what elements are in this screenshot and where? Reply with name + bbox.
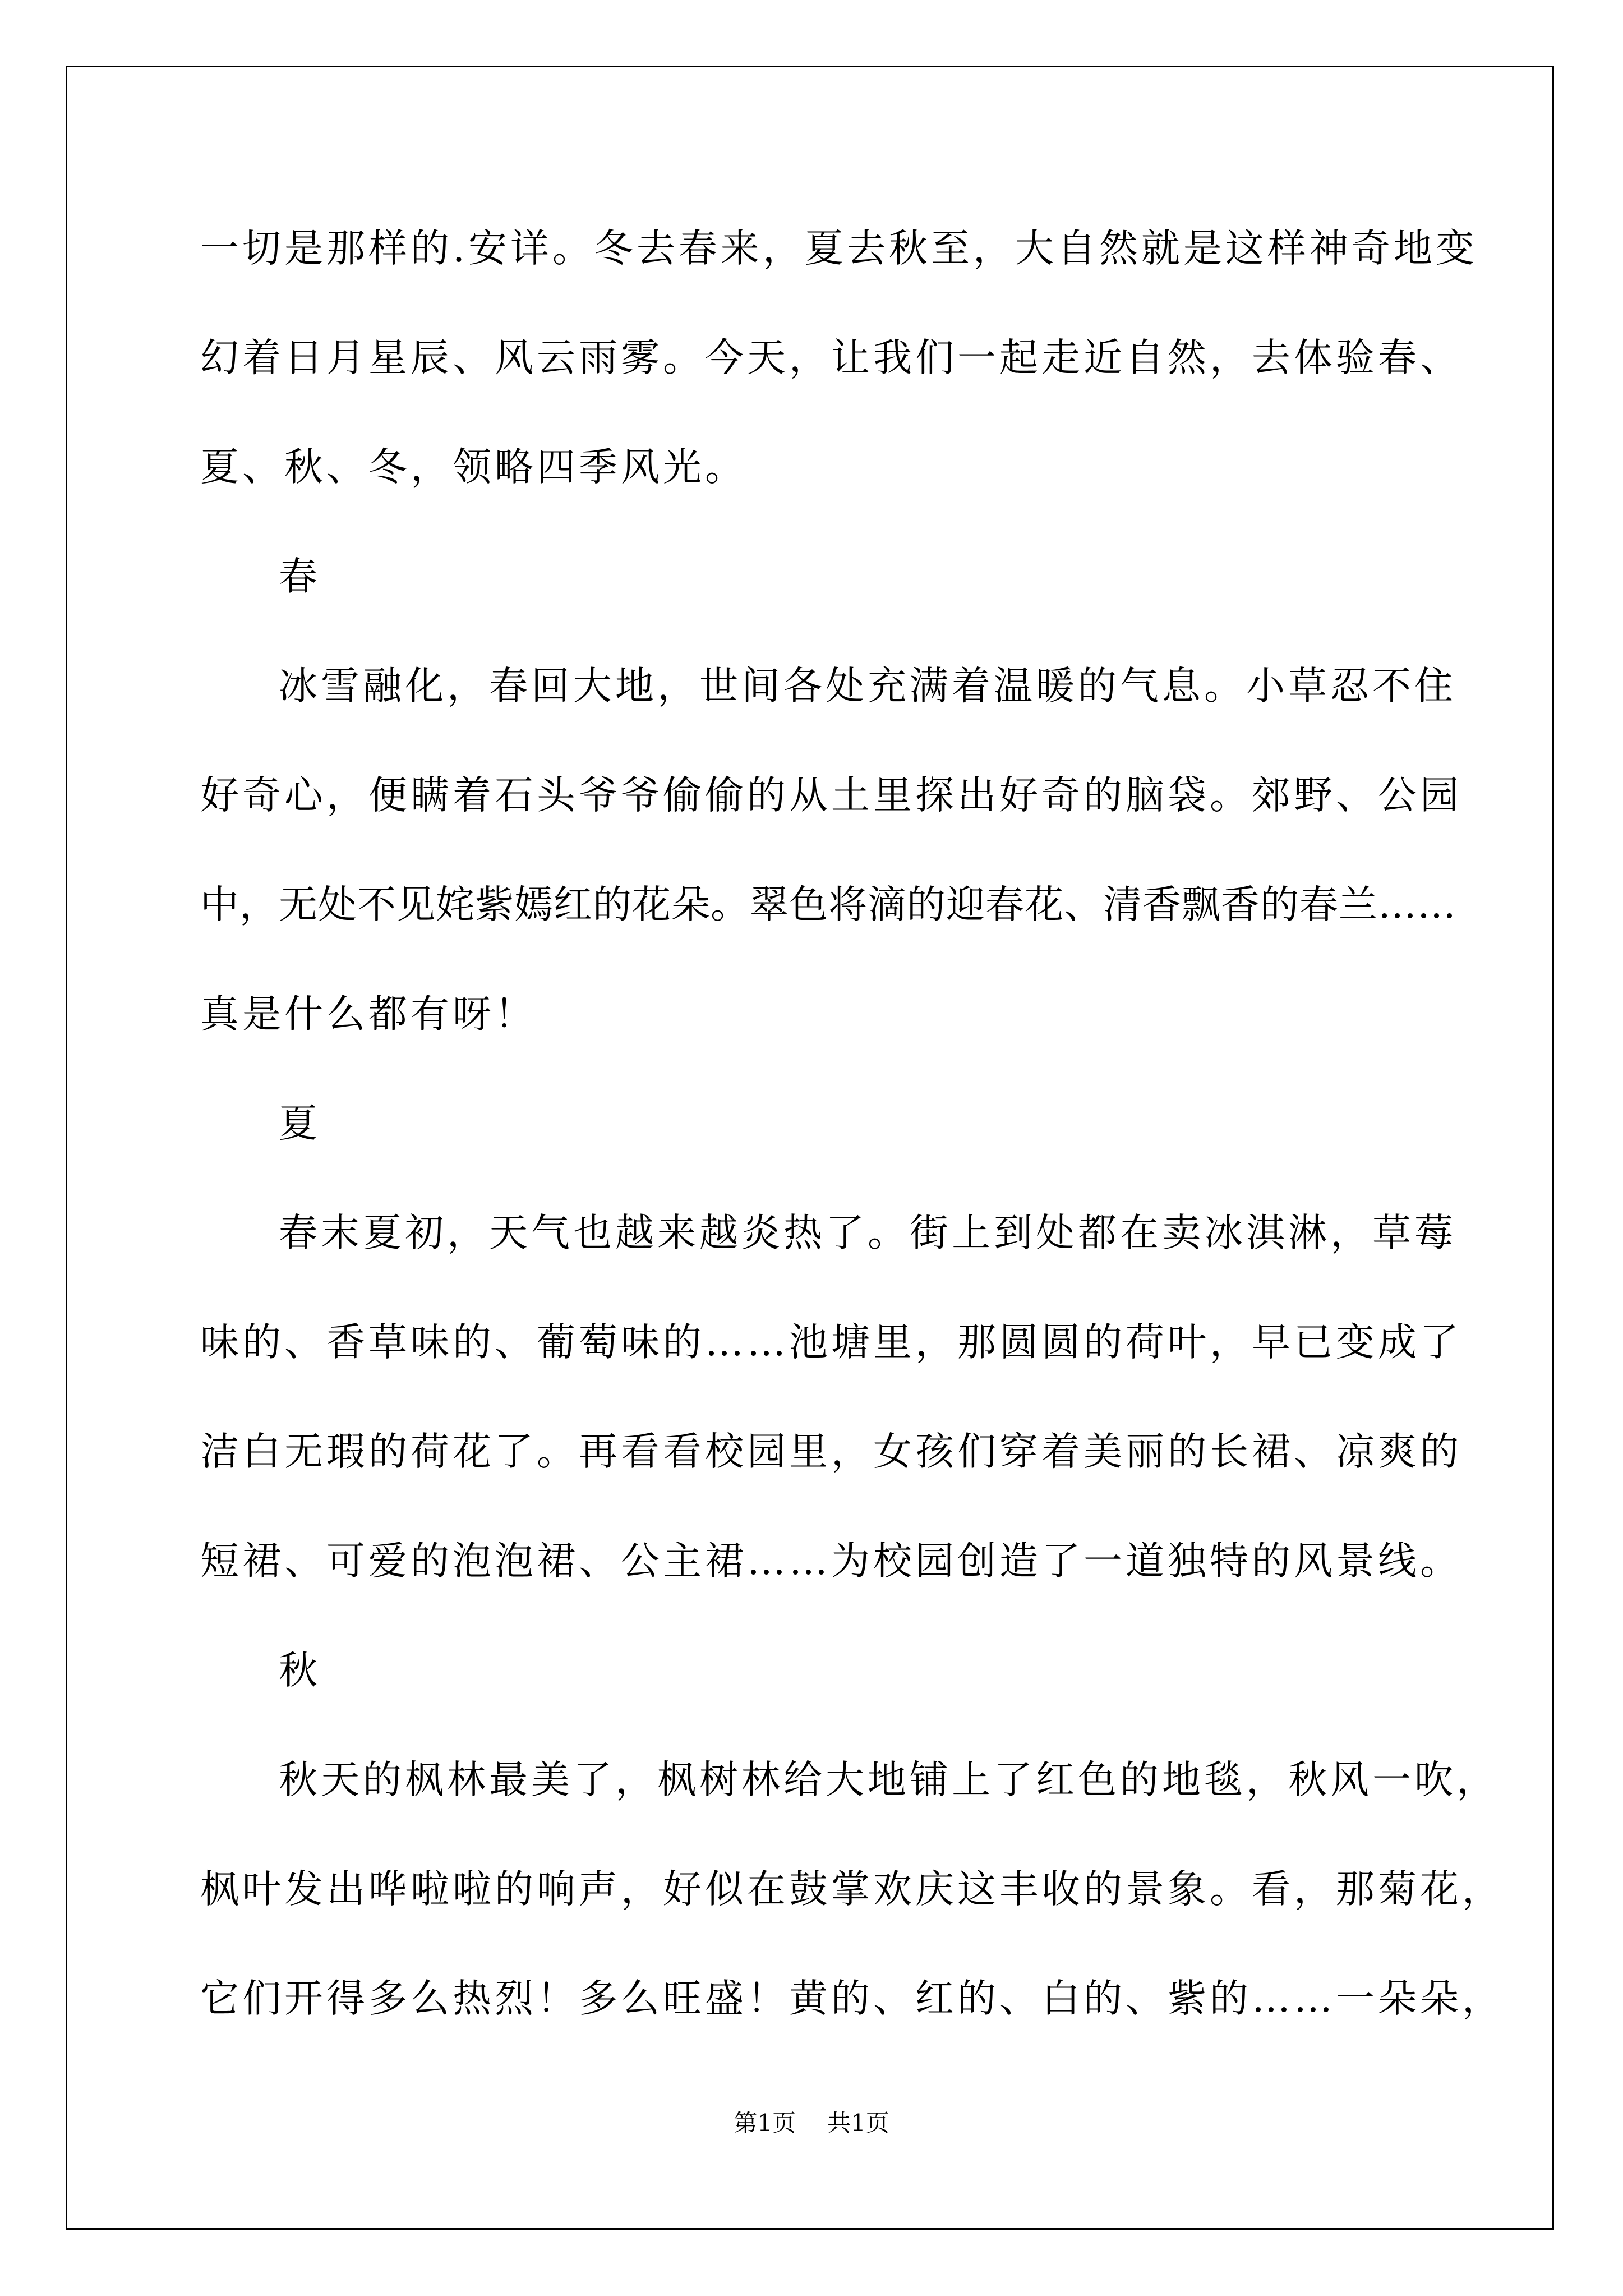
paragraph-line: 真是什么都有呀！: [200, 992, 537, 1037]
section-heading-summer: 夏: [279, 1101, 321, 1146]
page-total: 共1页: [827, 2109, 889, 2137]
document-body: [200, 218, 1504, 2077]
section-heading-spring: 春: [279, 554, 321, 599]
paragraph-line: 冰雪融化，春回大地，世间各处充满着温暖的气息。小草忍不住: [279, 664, 1456, 708]
page-footer: [0, 2106, 1623, 2140]
paragraph-line: 味的、香草味的、葡萄味的……池塘里，那圆圆的荷叶，早已变成了: [200, 1320, 1462, 1365]
paragraph-line: 中，无处不见姹紫嫣红的花朵。翠色将滴的迎春花、清香飘香的春兰……: [200, 882, 1456, 927]
section-heading-autumn: 秋: [279, 1648, 321, 1693]
paragraph-line: 它们开得多么热烈！多么旺盛！黄的、红的、白的、紫的……一朵朵，: [200, 1976, 1504, 2021]
paragraph-line: 好奇心，便瞒着石头爷爷偷偷的从土里探出好奇的脑袋。郊野、公园: [200, 773, 1462, 818]
paragraph-line: 枫叶发出哗啦啦的响声，好似在鼓掌欢庆这丰收的景象。看，那菊花，: [200, 1867, 1504, 1912]
paragraph-line: 夏、秋、冬，领略四季风光。: [200, 445, 747, 490]
paragraph-line: 幻着日月星辰、风云雨雾。今天，让我们一起走近自然，去体验春、: [200, 335, 1462, 380]
paragraph-line: 秋天的枫林最美了，枫树林给大地铺上了红色的地毯，秋风一吹，: [279, 1757, 1498, 1802]
paragraph-line: 春末夏初，天气也越来越炎热了。街上到处都在卖冰淇淋，草莓: [279, 1211, 1456, 1255]
paragraph-line: 短裙、可爱的泡泡裙、公主裙……为校园创造了一道独特的风景线。: [200, 1539, 1462, 1584]
paragraph-line: 洁白无瑕的荷花了。再看看校园里，女孩们穿着美丽的长裙、凉爽的: [200, 1429, 1462, 1474]
paragraph-line: 一切是那样的.安详。冬去春来，夏去秋至，大自然就是这样神奇地变: [200, 226, 1478, 271]
page-number: 第1页: [734, 2109, 796, 2137]
